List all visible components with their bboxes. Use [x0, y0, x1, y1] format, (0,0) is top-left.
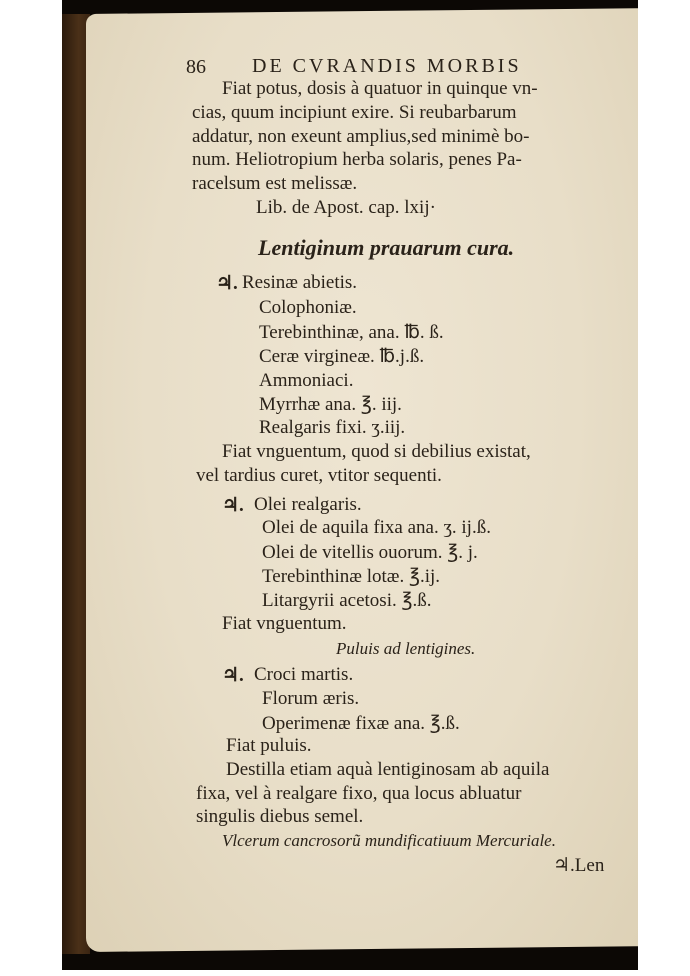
ingredient: Resinæ abietis.: [242, 272, 358, 293]
instruction: Fiat puluis.: [226, 735, 312, 756]
ingredient: Terebinthinæ, ana. ℔. ß.: [259, 322, 444, 343]
ingredient: Olei realgaris.: [254, 494, 362, 515]
ingredient: Ammoniaci.: [259, 370, 354, 391]
text-line: Fiat potus, dosis à quatuor in quinque vn-: [222, 78, 538, 99]
ingredient: Ceræ virgineæ. ℔.j.ß.: [259, 346, 425, 367]
text-line: addatur, non exeunt amplius,sed minimè bo-: [192, 126, 530, 147]
paragraph-line: fixa, vel à realgare fixo, qua locus abluatur: [196, 783, 522, 804]
text-line: cias, quum incipiunt exire. Si reubarbarum: [192, 102, 517, 123]
ingredient: Litargyrii acetosi. ℥.ß.: [262, 590, 432, 611]
running-head: DE CVRANDIS MORBIS: [252, 55, 522, 77]
ingredient: Operimenæ fixæ ana. ℥.ß.: [262, 713, 460, 734]
instruction: Fiat vnguentum.: [222, 613, 347, 634]
ingredient: Olei de vitellis ouorum. ℥. j.: [262, 542, 478, 563]
ingredient: Florum æris.: [262, 688, 360, 709]
text-line: racelsum est melissæ.: [192, 173, 358, 194]
ingredient: Colophoniæ.: [259, 297, 357, 318]
ingredient: Myrrhæ ana. ℥. iij.: [259, 394, 402, 415]
section-title: Lentiginum prauarum cura.: [258, 235, 515, 260]
paragraph-line: Destilla etiam aquà lentiginosam ab aquila: [226, 759, 550, 780]
section-title: Vlcerum cancrosorũ mundificatiuum Mercuriale.: [222, 831, 556, 850]
recipe-symbol: ♃.: [222, 665, 244, 686]
page-number: 86: [186, 56, 206, 78]
ingredient: Realgaris fixi. ʒ.iij.: [259, 417, 406, 438]
ingredient: Terebinthinæ lotæ. ℥.ij.: [262, 566, 440, 587]
instruction: Fiat vnguentum, quod si debilius existat,: [222, 441, 531, 462]
ingredient: Croci martis.: [254, 664, 354, 685]
recipe-symbol: ♃.: [216, 273, 238, 294]
text-line: num. Heliotropium herba solaris, penes Pa-: [192, 149, 522, 170]
reference-line: Lib. de Apost. cap. lxij·: [256, 197, 436, 218]
recipe-symbol: ♃.: [222, 495, 244, 516]
catchword: ♃.Len: [553, 855, 605, 876]
section-title: Puluis ad lentigines.: [336, 639, 476, 658]
ingredient: Olei de aquila fixa ana. ʒ. ij.ß.: [262, 517, 491, 538]
instruction: vel tardius curet, vtitor sequenti.: [196, 465, 442, 486]
paragraph-line: singulis diebus semel.: [196, 806, 364, 827]
